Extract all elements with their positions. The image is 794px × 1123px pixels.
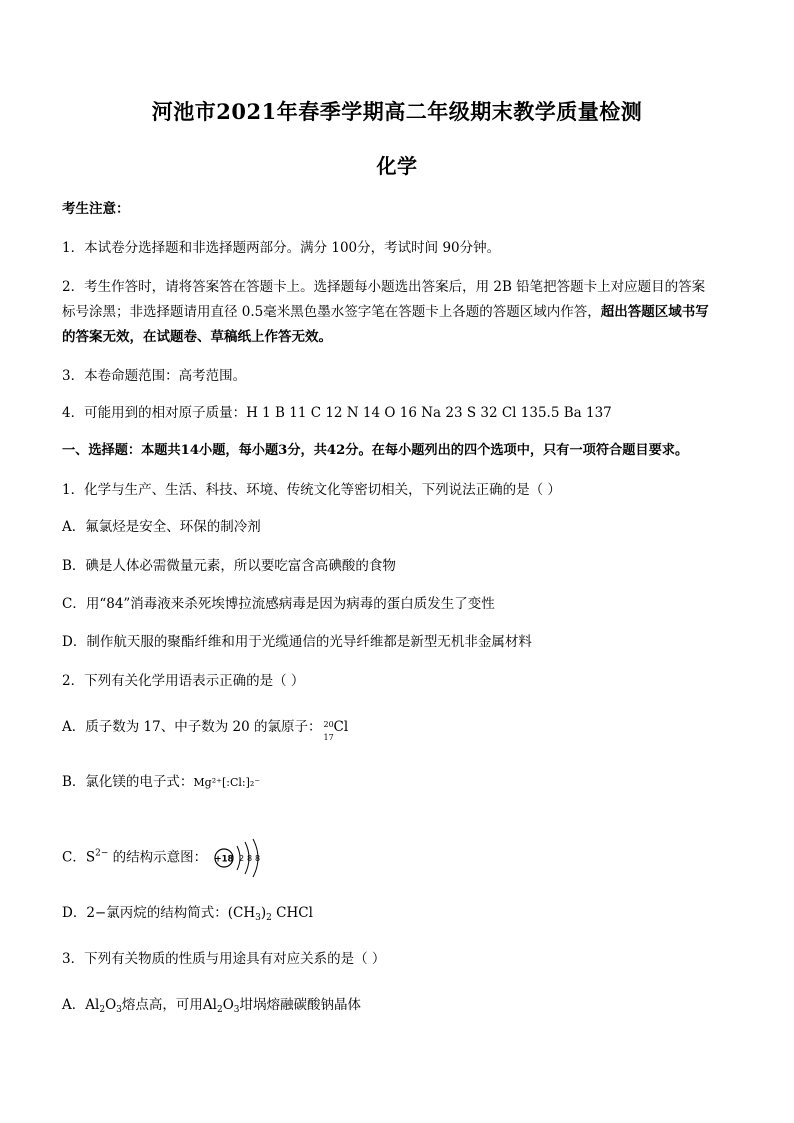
q1-stem: 1．化学与生产、生活、科技、环境、传统文化等密切相关，下列说法正确的是（ ） <box>62 482 561 498</box>
notice-item-2-cont <box>62 303 738 321</box>
o-subscript: 3 <box>116 1005 122 1015</box>
al-symbol-2: Al <box>202 997 217 1013</box>
q1-option-a: A．氟氯烃是安全、环保的制冷剂 <box>62 519 261 535</box>
q1-option-c: C．用“84”消毒液来杀死埃博拉流感病毒是因为病毒的蛋白质发生了变性 <box>62 596 495 612</box>
q2-option-d-text: D．2−氯丙烷的结构简式： <box>62 905 228 921</box>
al-subscript: 2 <box>99 1005 106 1015</box>
mass-number: 20 <box>323 719 334 729</box>
q2-option-c-text: 的结构示意图： <box>108 849 208 866</box>
q2-option-a-text: A．质子数为 17、中子数为 20 的氯原子： <box>62 719 322 735</box>
notice-item-2-normal: 标号涂黑；非选择题请用直径 0.5毫米黑色墨水签字笔在答题卡上各题的答题区域内作答， <box>62 304 601 320</box>
q3-stem: 3．下列有关物质的性质与用途具有对应关系的是（ ） <box>62 951 386 967</box>
q3-a-prefix: A． <box>62 997 86 1013</box>
q2-option-a <box>62 718 738 742</box>
notice-item-2: 2．考生作答时，请将答案答在答题卡上。选择题每小题选出答案后，用 2B 铅笔把答题卡上对应题目的答案 <box>62 279 706 295</box>
q3-a-mid: 熔点高，可用 <box>121 997 203 1013</box>
o-symbol-2: O <box>222 997 234 1013</box>
q2-option-d <box>62 904 738 927</box>
q2-option-b-text: B．氯化镁的电子式： <box>62 774 194 790</box>
sulfide-symbol: S <box>85 849 96 866</box>
exam-title: 河池市2021年春季学期高二年级期末教学质量检测 <box>151 99 643 124</box>
q2-option-c <box>62 838 738 878</box>
al-subscript-2: 2 <box>216 1005 223 1015</box>
notice-item-2-bold-end: 的答案无效，在试题卷、草稿纸上作答无效。 <box>62 329 332 345</box>
electron-formula: Mg²⁺[:Cl:]₂⁻ <box>193 776 261 789</box>
o-subscript-2: 3 <box>233 1005 240 1015</box>
q1-option-b: B．碘是人体必需微量元素，所以要吃富含高碘酸的食物 <box>62 558 396 574</box>
sulfide-charge: 2− <box>95 848 109 859</box>
atom-structure-diagram <box>213 838 267 878</box>
formula-sub-1: 3 <box>255 913 261 923</box>
q2-option-b <box>62 773 738 792</box>
atomic-number: 17 <box>323 732 334 742</box>
notice-heading: 考生注意： <box>62 201 130 217</box>
nucleus-charge: +18 <box>214 854 234 865</box>
notice-item-2-bold: 超出答题区域书写 <box>600 304 709 320</box>
q3-option-a <box>62 996 738 1019</box>
q3-a-end: 坩埚熔融碳酸钠晶体 <box>239 997 361 1013</box>
svg-text:2: 2 <box>239 854 245 863</box>
element-symbol: Cl <box>333 719 349 735</box>
q1-option-d: D．制作航天服的聚酯纤维和用于光缆通信的光导纤维都是新型无机非金属材料 <box>62 634 532 650</box>
formula-part-b: ) <box>260 905 267 921</box>
notice-item-1: 1．本试卷分选择题和非选择题两部分。满分 100分，考试时间 90分钟。 <box>62 240 501 256</box>
q2-option-c-label: C． <box>62 849 86 866</box>
svg-text:8: 8 <box>255 854 261 863</box>
nuclide-notation <box>321 719 334 742</box>
o-symbol: O <box>105 997 117 1013</box>
formula-part-c: CHCl <box>271 905 313 921</box>
formula-sub-2: 2 <box>266 913 272 923</box>
subject-title: 化学 <box>376 154 418 178</box>
formula-part-a: (CH <box>227 905 256 921</box>
notice-item-4: 4．可能用到的相对原子质量：H 1 B 11 C 12 N 14 O 16 Na 23 S 32 Cl 135.5 Ba 137 <box>62 405 612 421</box>
notice-item-3: 3．本卷命题范围：高考范围。 <box>62 368 247 384</box>
section-1-heading: 一、选择题：本题共14小题，每小题3分，共42分。在每小题列出的四个选项中，只有一项符合题目要求。 <box>62 443 689 458</box>
svg-text:8: 8 <box>247 854 253 863</box>
al-symbol: Al <box>85 997 100 1013</box>
q2-stem: 2．下列有关化学用语表示正确的是（ ） <box>62 673 305 689</box>
